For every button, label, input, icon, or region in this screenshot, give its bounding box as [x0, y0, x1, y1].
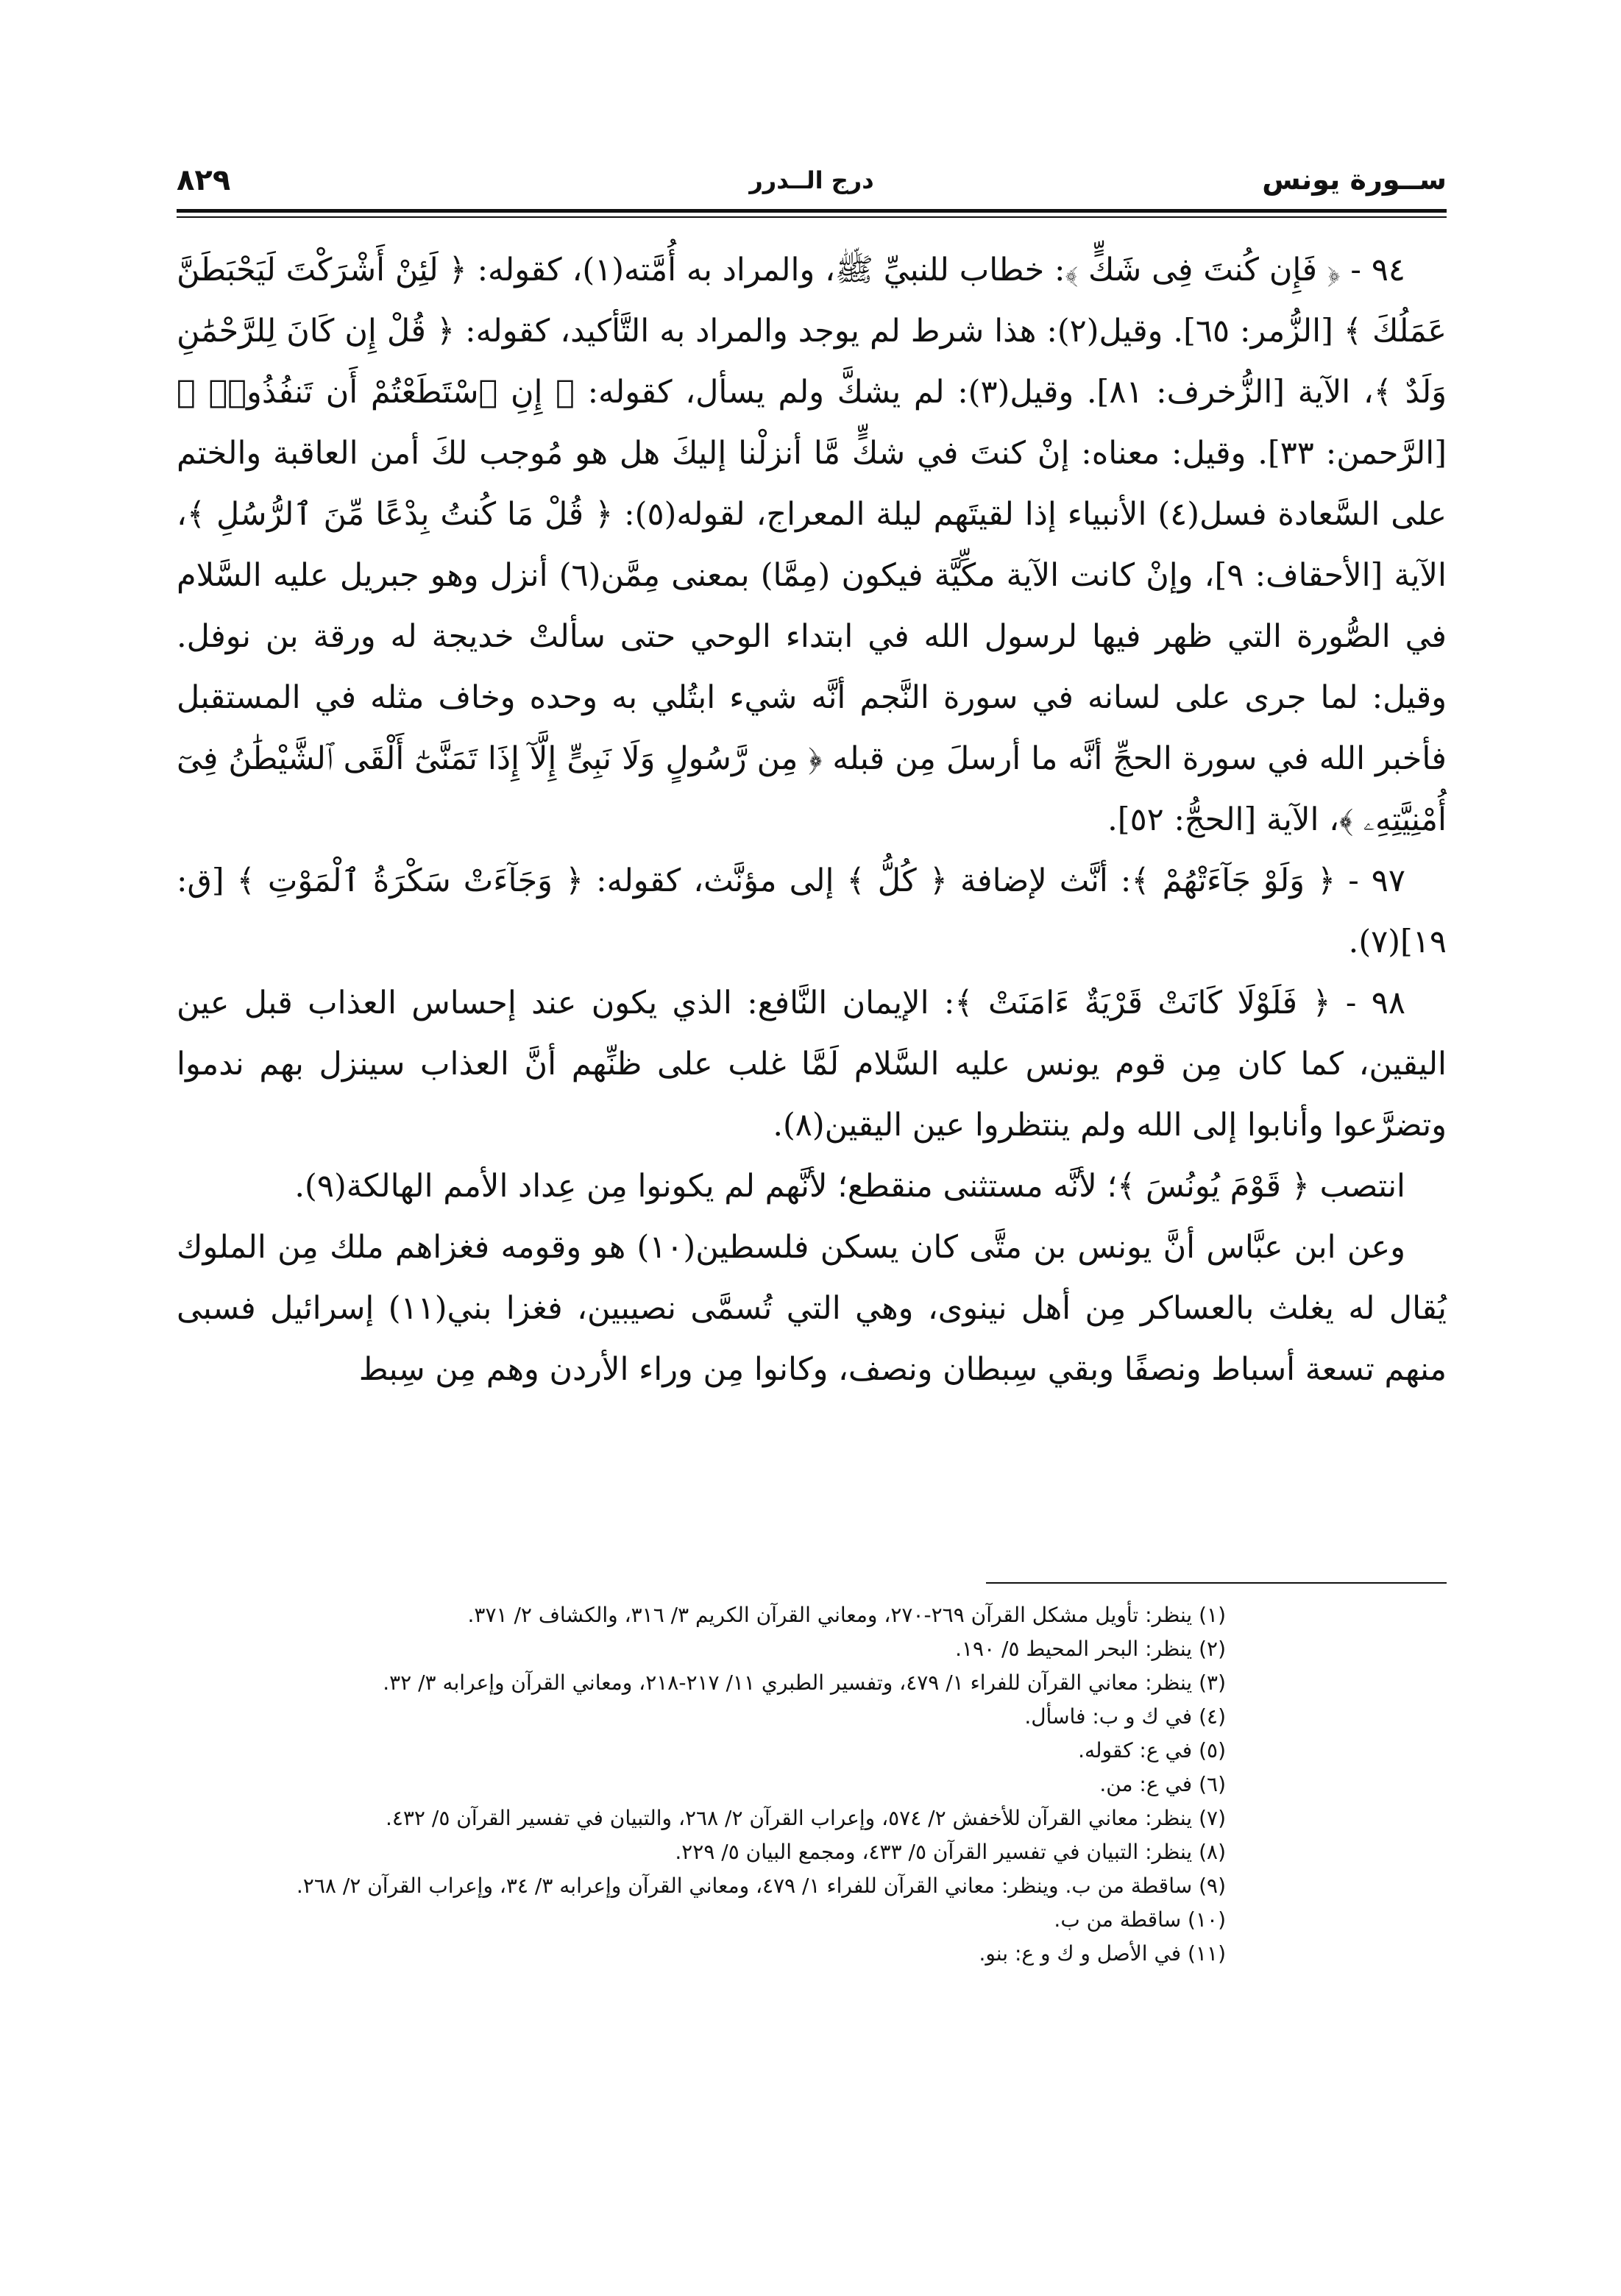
page-number: ٨٢٩ — [177, 163, 231, 197]
paragraph-ibn-abbas: وعن ابن عبَّاس أنَّ يونس بن متَّى كان يسكن فلسطين(١٠) هو وقومه فغزاهم ملك مِن الملوك يُقال له يغلث بالعساكر مِن أهل نينوى، وهي التي تُسمَّى نصيبين، فغزا بني(١١) إسرائيل فسبى منهم تسعة أسباط ونصفًا وبقي سِبطان ونصف، وكانوا مِن وراء الأردن وهم مِن سِبط — [177, 1229, 1447, 1388]
book-title: درج الــدرر — [749, 166, 874, 194]
footnote-6: (٦) في ع: من. — [1099, 1772, 1226, 1796]
footnote-11: (١١) في الأصل و ك و ع: بنو. — [979, 1941, 1226, 1966]
paragraph-verse-97: ٩٧ - ﴿ وَلَوْ جَآءَتْهُمْ ﴾: أنَّث لإضافة ﴿ كُلُّ ﴾ إلى مؤنَّث، كقوله: ﴿ وَجَآءَتْ سَكْرَةُ ٱلْمَوْتِ ﴾ [ق: ١٩](٧). — [177, 862, 1447, 960]
footnote-2: (٢) ينظر: البحر المحيط ٥/ ١٩٠. — [955, 1637, 1226, 1661]
paragraph-verse-94: ٩٤ - ﴿ فَإِن كُنتَ فِى شَكٍّ ﴾: خطاب للنبيِّ ﷺ، والمراد به أُمَّته(١)، كقوله: ﴿ لَئِنْ أَشْرَكْتَ لَيَحْبَطَنَّ عَمَلُكَ ﴾ [الزُّمر: ٦٥]. وقيل(٢): هذا شرط لم يوجد والمراد به التَّأكيد، كقوله: ﴿ قُلْ إِن كَانَ لِلرَّحْمَٰنِ وَلَدٌ ﴾، الآية [الزُّخرف: ٨١]. وقيل(٣): لم يشكَّ ولم يسأل، كقوله: ﴿ إِنِ ٱسْتَطَعْتُمْ أَن تَنفُذُوا۟ ﴾ [الرَّحمن: ٣٣]. وقيل: معناه: إنْ كنتَ في شكٍّ مَّا أنزلْنا إليكَ هل هو مُوجب لكَ أمن العاقبة والختم على السَّعادة فسل(٤) الأنبياء إذا لقيتَهم ليلة المعراج، لقوله(٥): ﴿ قُلْ مَا كُنتُ بِدْعًا مِّنَ ٱلرُّسُلِ ﴾، الآية [الأحقاف: ٩]، وإنْ كانت الآية مكِّيَّة فيكون (مِمَّا) بمعنى مِمَّن(٦) أنزل وهو جبريل عليه السَّلام في الصُّورة التي ظهر فيها لرسول الله في ابتداء الوحي حتى سألتْ خديجة له ورقة بن نوفل. وقيل: لما جرى على لسانه في سورة النَّجم أنَّه شيء ابتُلي به وحده وخاف مثله في المستقبل فأخبر الله في سورة الحجِّ أنَّه ما أرسلَ مِن قبله ﴿ مِن رَّسُولٍ وَلَا نَبِىٍّ إِلَّآ إِذَا تَمَنَّىٰٓ أَلْقَى ٱلشَّيْطَٰنُ فِىٓ أُمْنِيَّتِهِۦ ﴾، الآية [الحجُّ: ٥٢]. — [177, 252, 1447, 838]
footnote-8: (٨) ينظر: التبيان في تفسير القرآن ٥/ ٤٣٣، ومجمع البيان ٥/ ٢٢٩. — [675, 1840, 1226, 1864]
paragraph-verse-98: ٩٨ - ﴿ فَلَوْلَا كَانَتْ قَرْيَةٌ ءَامَنَتْ ﴾: الإيمان النَّافع: الذي يكون عند إحساس العذاب قبل عين اليقين، كما كان مِن قوم يونس عليه السَّلام لَمَّا غلب على ظنِّهم أنَّ العذاب سينزل بهم ندموا وتضرَّعوا وأنابوا إلى الله ولم ينتظروا عين اليقين(٨). — [177, 985, 1447, 1144]
footnote-4: (٤) في ك و ب: فاسأل. — [1024, 1704, 1226, 1729]
footnote-separator — [986, 1582, 1447, 1584]
header-rule-thin — [177, 216, 1447, 218]
footnote-5: (٥) في ع: كقوله. — [1078, 1738, 1226, 1762]
paragraph-qawm-yunus: انتصب ﴿ قَوْمَ يُونُسَ ﴾؛ لأنَّه مستثنى منقطع؛ لأنَّهم لم يكونوا مِن عِداد الأمم الهالكة(٩). — [294, 1168, 1405, 1205]
footnote-7: (٧) ينظر: معاني القرآن للأخفش ٢/ ٥٧٤، وإعراب القرآن ٢/ ٢٦٨، والتبيان في تفسير القرآن ٥/ ٤٣٢. — [385, 1806, 1226, 1830]
main-text — [177, 240, 1447, 1400]
surah-title: ســورة يونس — [1262, 163, 1447, 196]
running-header — [177, 163, 1447, 208]
footnote-10: (١٠) ساقطة من ب. — [1054, 1907, 1226, 1932]
header-rule-thick — [177, 209, 1447, 213]
footnote-1: (١) ينظر: تأويل مشكل القرآن ٢٦٩-٢٧٠، ومعاني القرآن الكريم ٣/ ٣١٦، والكشاف ٢/ ٣٧١. — [467, 1603, 1226, 1627]
footnote-3: (٣) ينظر: معاني القرآن للفراء ١/ ٤٧٩، وتفسير الطبري ١١/ ٢١٧-٢١٨، ومعاني القرآن وإعرابه ٣/ ٣٢. — [383, 1670, 1226, 1695]
footnote-9: (٩) ساقطة من ب. وينظر: معاني القرآن للفراء ١/ ٤٧٩، ومعاني القرآن وإعرابه ٣/ ٣٤، وإعراب القرآن ٢/ ٢٦٨. — [296, 1874, 1226, 1898]
footnotes — [177, 1598, 1447, 1971]
